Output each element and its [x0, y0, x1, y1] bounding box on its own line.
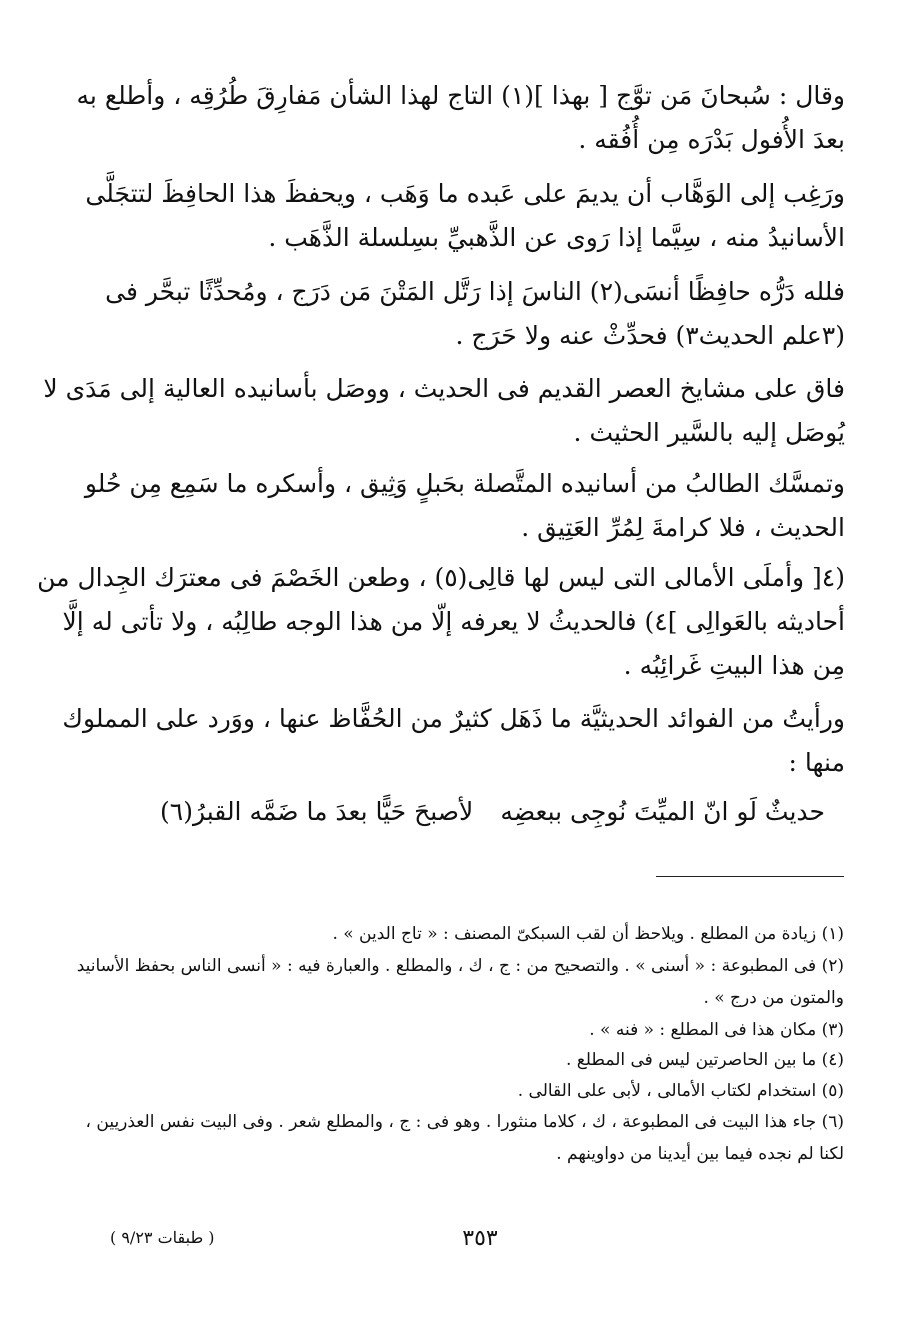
- text-line: أحاديثه بالعَوالِى ]٤) فالحديثُ لا يعرفه إلّا من هذا الوجه طالِبُه ، ولا تأتى له إلَّا: [62, 607, 845, 636]
- text-line: الأسانيدُ منه ، سِيَّما إذا رَوى عن الذَّهبيِّ بسِلسلة الذَّهَب .: [268, 223, 845, 252]
- paragraph-2: [85, 172, 845, 260]
- text-line: منها :: [788, 748, 845, 777]
- paragraph-4: [43, 367, 845, 455]
- footnote-2-continued: والمتون من درج » .: [703, 988, 844, 1008]
- text-line: ورَغِب إلى الوَهَّاب أن يديمَ على عَبده ما وَهَب ، ويحفظَ هذا الحافِظَ لتتجَلَّى: [85, 179, 845, 208]
- footnote-4: (٤) ما بين الحاصرتين ليس فى المطلع .: [565, 1050, 844, 1070]
- text-line: ورأيتُ من الفوائد الحديثيَّة ما ذَهَل كثيرٌ من الحُفَّاظ عنها ، ووَرد على المملوك: [62, 704, 845, 733]
- paragraph-6: [37, 556, 845, 688]
- text-line: فلله دَرُّه حافِظًا أنسَى(٢) الناسَ إذا رَتَّل المَتْنَ مَن دَرَج ، ومُحدِّثًا تبحَّر فى: [105, 277, 845, 306]
- text-line: (٤[ وأملَى الأمالى التى ليس لها قالِى(٥) ، وطعن الخَصْمَ فى معترَك الجِدال من: [37, 563, 845, 592]
- paragraph-7: [62, 697, 845, 785]
- book-reference: ( طبقات ٩/٢٣ ): [110, 1228, 215, 1247]
- text-line: وتمسَّك الطالبُ من أسانيده المتَّصلة بحَبلٍ وَثِيق ، وأسكره ما سَمِع مِن حُلو: [84, 469, 845, 498]
- footnote-1: (١) زيادة من المطلع . ويلاحظ أن لقب السبكىّ المصنف : « تاج الدين » .: [332, 924, 844, 944]
- footnote-separator: [656, 876, 844, 877]
- text-line: وقال : سُبحانَ مَن توَّج [ بهذا ](١) التاج لهذا الشأن مَفارِقَ طُرُقِه ، وأطلع به: [76, 81, 845, 110]
- footnote-5: (٥) استخدام لكتاب الأمالى ، لأبى على القالى .: [517, 1081, 844, 1101]
- verse-first-hemistich: حديثٌ لَو انّ الميِّتَ نُوجِى ببعضِه: [500, 797, 825, 826]
- footnote-6: (٦) جاء هذا البيت فى المطبوعة ، ك ، كلاما منثورا . وهو فى : ج ، والمطلع شعر . وفى البيت نفس العذريين ،: [85, 1112, 844, 1132]
- text-line: مِن هذا البيتِ غَرائِبُه .: [623, 651, 845, 680]
- poetry-verse: [160, 790, 825, 834]
- text-line: (٣علم الحديث٣) فحدِّثْ عنه ولا حَرَج .: [455, 321, 845, 350]
- paragraph-5: [84, 462, 845, 550]
- verse-second-hemistich: لأصبحَ حَيًّا بعدَ ما ضَمَّه القبرُ(٦): [160, 797, 474, 826]
- text-line: يُوصَل إليه بالسَّير الحثيث .: [573, 418, 845, 447]
- text-line: بعدَ الأُفول بَدْرَه مِن أُفُقه .: [578, 125, 845, 154]
- footnote-3: (٣) مكان هذا فى المطلع : « فنه » .: [589, 1020, 844, 1040]
- text-line: الحديث ، فلا كرامةَ لِمُرِّ العَتِيق .: [521, 513, 845, 542]
- footnote-2: (٢) فى المطبوعة : « أسنى » . والتصحيح من : ج ، ك ، والمطلع . والعبارة فيه : « أنسى الناس بحفظ الأسانيد: [76, 956, 844, 976]
- paragraph-3: [105, 270, 845, 358]
- paragraph-1: [76, 74, 845, 162]
- footnote-6-continued: لكنا لم نجده فيما بين أيدينا من دواوينهم .: [556, 1144, 844, 1164]
- text-line: فاق على مشايخ العصر القديم فى الحديث ، ووصَل بأسانيده العالية إلى مَدَى لا: [43, 374, 845, 403]
- page-number: ٣٥٣: [462, 1226, 498, 1251]
